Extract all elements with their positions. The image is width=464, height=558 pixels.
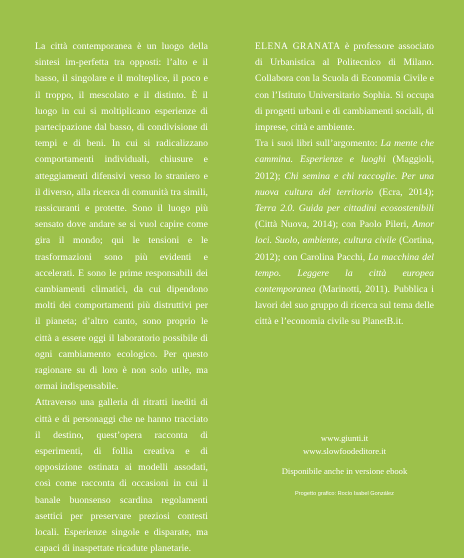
book-title-3: Terra 2.0. Guida per cittadini ecosostenibili	[255, 203, 434, 215]
book-title-2: Chi semina e chi raccoglie. Per una nuova cultura del territorio	[255, 170, 434, 198]
book-title-5: La macchina del tempo. Leggere la città europea contemporanea	[255, 251, 434, 296]
graphic-design-credit: Progetto grafico: Rocío Isabel González	[295, 491, 394, 497]
book-info-5: (Marinotti, 2011). Pubblica i lavori del suo gruppo di ricerca sul tema delle città e l’economia civile su PlanetB.it.	[255, 284, 434, 328]
book-info-4: (Cortina, 2012); con Carolina Pacchi,	[255, 235, 435, 263]
author-column	[255, 39, 434, 331]
book-info-3: (Città Nuova, 2014); con Paolo Pileri,	[255, 219, 413, 231]
synopsis-paragraph-2: Attraverso una galleria di ritratti inediti di città e di personaggi che ne hanno tracciato il destino, quest’opera racconta di esperimenti, di follia creativa e di opposizione ostinata ai modelli assodati, così come racconta di occasioni in cui il banale buonsenso scardina regolamenti asettici per preservare preziosi contesti locali. Esperienze singole e disparate, ma capaci di inaspettate ricadute planetarie.	[35, 397, 208, 555]
author-bio-text: è professore associato di Urbanistica al Politecnico di Milano. Collabora con la Scuola di Economia Civile e con l’Istituto Universitario Sophia. Si occupa di progetti urbani e di cambiamenti sociali, di imprese, città e ambiente.	[255, 41, 434, 134]
bibliography-intro: Tra i suoi libri sull’argomento:	[255, 138, 381, 150]
book-title-1: La mente che cammina. Esperienze e luoghi	[255, 138, 434, 166]
author-name: ELENA GRANATA	[255, 42, 341, 52]
book-info-2: (Ecra, 2014);	[373, 186, 434, 198]
author-bibliography	[255, 136, 434, 330]
ebook-availability-note: Disponibile anche in versione ebook	[281, 466, 408, 476]
publisher-website-link[interactable]: www.giunti.it	[320, 433, 369, 443]
synopsis-column	[35, 39, 208, 558]
book-title-4: Amor loci. Suolo, ambiente, cultura civile	[255, 219, 434, 247]
synopsis-paragraph-1: La città contemporanea è un luogo della sintesi im-perfetta tra opposti: l’alto e il basso, il singolare e il molteplice, il poco e il troppo, il mescolato e il distinto. È il luogo in cui si moltiplicano esperienze di partecipazione dal basso, di condivisione di tempi e di beni. In cui si radicalizzano comportamenti individuali, chiusure e atteggiamenti difensivi verso lo straniero e il diverso, alla ricerca di comunità tra simili, rassicuranti e protette. Sono il luogo più sensato dove andare se si vuol capire come gira il mondo; qui le tensioni e le trasformazioni sono più evidenti e accelerati. E sono le prime responsabili dei cambiamenti climatici, da cui dipendono molti dei comportamenti più distruttivi per il pianeta; d’altro canto, sono proprio le città a essere oggi il laboratorio possibile di ogni cambiamento ecologico. Per questo ragionare su di loro è non solo utile, ma ormai indispensabile.	[35, 41, 208, 393]
author-bio	[255, 39, 434, 136]
slowfood-website-link[interactable]: www.slowfoodeditore.it	[303, 446, 386, 456]
book-info-1: (Maggioli, 2012);	[255, 154, 435, 182]
